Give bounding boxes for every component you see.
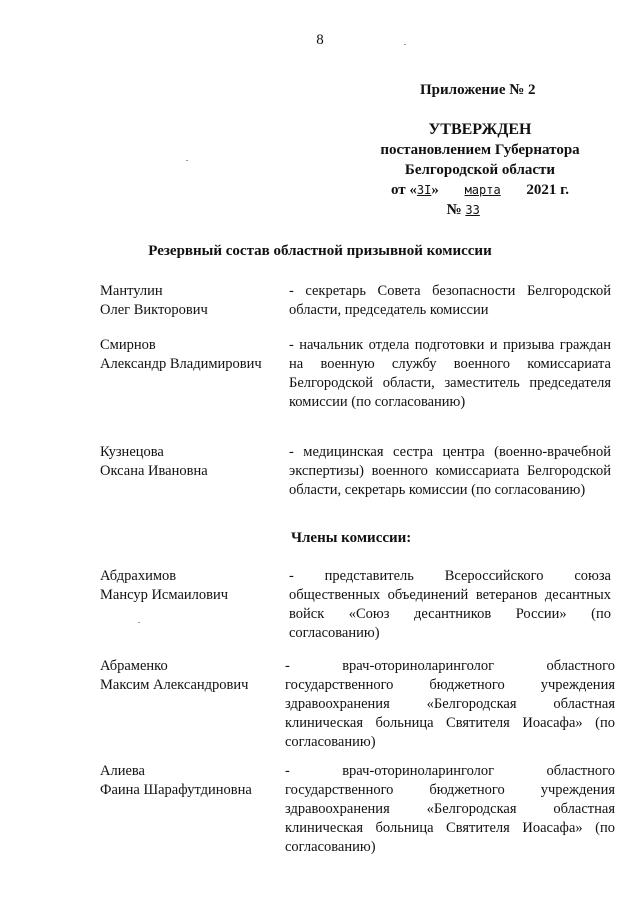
surname: Мантулин [100,283,163,299]
surname: Алиева [100,763,145,779]
appendix-label: Приложение № 2 [420,82,536,98]
person-name [100,336,290,374]
given-name: Олег Викторович [100,302,208,318]
given-name: Александр Владимирович [100,356,262,372]
scan-speck [138,622,140,623]
approval-number [360,200,600,220]
approved-heading: УТВЕРЖДЕН [428,121,532,138]
surname: Кузнецова [100,444,164,460]
date-month: марта [464,183,501,197]
person-name [100,443,290,481]
person-name [100,567,290,605]
approval-line-2: Белгородской области [404,162,556,178]
person-name [100,762,290,800]
surname: Смирнов [100,337,156,353]
surname: Абраменко [100,658,168,674]
approval-block [360,120,600,220]
date-day: 3I [416,183,432,197]
person-role: - начальник отдела подготовки и призыва граждан на военную службу военного комиссариата Белгородской области, заместитель председателя комиссии (по согласованию) [289,337,611,410]
date-prefix: от « [391,182,417,198]
person-role: - секретарь Совета безопасности Белгородской области, председатель комиссии [289,283,611,318]
approval-date [360,180,600,200]
date-mid: » [431,182,439,198]
number-prefix: № [446,202,462,218]
scan-speck [404,44,406,45]
given-name: Максим Александрович [100,677,249,693]
person-role: - представитель Всероссийского союза общественных объединений ветеранов десантных войск «Союз десантников России» (по согласованию) [289,568,611,641]
person-role: - врач-оториноларинголог областного государственного бюджетного учреждения здравоохранения «Белгородская областная клиническая больница Святителя Иоасафа» (по согласованию) [285,763,615,855]
person-role: - медицинская сестра центра (военно-врачебной экспертизы) военного комиссариата Белгородской области, секретарь комиссии (по согласованию) [289,444,611,498]
person-name [100,282,290,320]
document-title: Резервный состав областной призывной комиссии [148,243,492,259]
number-value: 33 [465,203,480,217]
person-name [100,657,290,695]
scan-speck [186,160,188,161]
date-year: 2021 г. [526,182,569,198]
given-name: Оксана Ивановна [100,463,208,479]
given-name: Фаина Шарафутдиновна [100,782,252,798]
surname: Абдрахимов [100,568,177,584]
page-number: 8 [316,32,324,48]
members-heading: Члены комиссии: [291,530,412,546]
approval-line-1: постановлением Губернатора [380,142,580,158]
given-name: Мансур Исмаилович [100,587,229,603]
person-role: - врач-оториноларинголог областного государственного бюджетного учреждения здравоохранения «Белгородская областная клиническая больница Святителя Иоасафа» (по согласованию) [285,658,615,750]
